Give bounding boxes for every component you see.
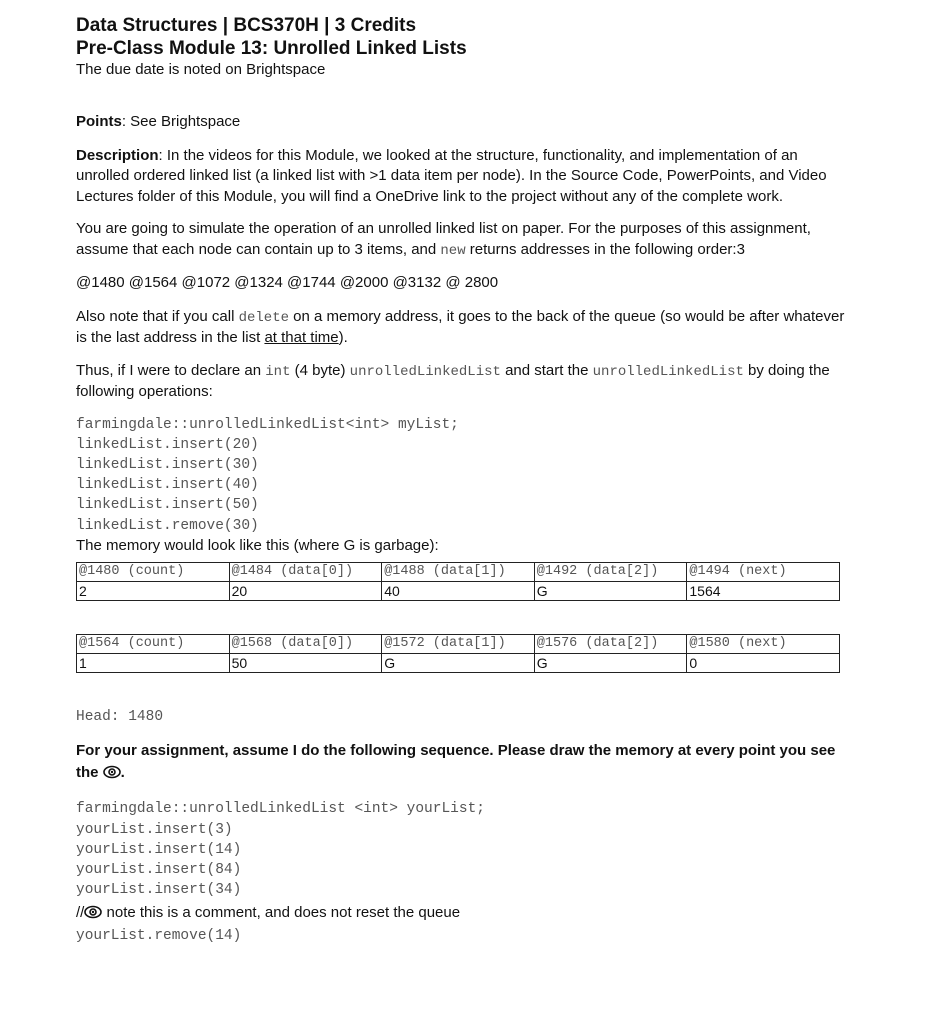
memory-cell-header: @1480 (count) <box>77 563 230 582</box>
module-title: Pre-Class Module 13: Unrolled Linked Lists <box>76 38 467 59</box>
due-note: The due date is noted on Brightspace <box>76 61 326 78</box>
memory-cell-value: G <box>534 654 687 673</box>
eye-icon <box>84 904 102 926</box>
simulate-paragraph <box>76 219 846 261</box>
example-intro-paragraph <box>76 361 846 403</box>
delete-note-text-1: Also note that if you call <box>76 307 239 325</box>
memory-cell-value: 50 <box>229 654 382 673</box>
memory-cell-value: 1 <box>77 654 230 673</box>
head-pointer: Head: 1480 <box>76 709 164 726</box>
memory-cell-value: G <box>534 582 687 601</box>
memory-cell-header: @1572 (data[1]) <box>382 635 535 654</box>
points-label: Points <box>76 113 122 130</box>
memory-cell-value: 0 <box>687 654 840 673</box>
memory-cell-header: @1488 (data[1]) <box>382 563 535 582</box>
memory-cell-header: @1568 (data[0]) <box>229 635 382 654</box>
delete-note-paragraph <box>76 307 846 349</box>
points-text: : See Brightspace <box>121 113 241 130</box>
memory-value-row <box>77 654 840 673</box>
course-title: Data Structures | BCS370H | 3 Credits <box>76 15 417 36</box>
code-line: yourList.insert(84) <box>76 862 242 879</box>
memory-cell-header: @1492 (data[2]) <box>534 563 687 582</box>
example-intro-text-2: (4 byte) <box>290 361 350 379</box>
final-code-line: yourList.remove(14) <box>76 928 242 945</box>
code-line: linkedList.remove(30) <box>76 517 259 534</box>
delete-note-underlined: at that time <box>264 329 339 346</box>
code-line: linkedList.insert(30) <box>76 456 259 473</box>
memory-cell-value: 20 <box>229 582 382 601</box>
memory-cell-value: 40 <box>382 582 535 601</box>
memory-header-row <box>77 635 840 654</box>
memory-table-node-1 <box>76 562 840 601</box>
memory-cell-header: @1484 (data[0]) <box>229 563 382 582</box>
new-keyword: new <box>440 242 466 259</box>
description-paragraph <box>76 146 846 208</box>
int-keyword: int <box>265 363 291 380</box>
your-code-block <box>76 799 846 900</box>
delete-keyword: delete <box>238 309 290 326</box>
delete-note-text-2: on a memory address, it goes to the back of the queue (so would be after whatever is the last address in the list <box>76 307 845 346</box>
memory-caption: The memory would look like this (where G is garbage): <box>76 536 439 554</box>
memory-cell-header: @1564 (count) <box>77 635 230 654</box>
type-keyword-1: unrolledLinkedList <box>349 363 501 380</box>
comment-text: note this is a comment, and does not reset the queue <box>102 904 461 922</box>
assignment-end: . <box>120 764 125 782</box>
memory-cell-header: @1576 (data[2]) <box>534 635 687 654</box>
memory-cell-value: 1564 <box>687 582 840 601</box>
document-page <box>76 14 846 947</box>
code-line: farmingdale::unrolledLinkedList <int> yourList; <box>76 801 485 818</box>
memory-cell-value: 2 <box>77 582 230 601</box>
simulate-text-2: returns addresses in the following order:3 <box>465 240 745 258</box>
memory-cell-header: @1494 (next) <box>687 563 840 582</box>
assignment-text: For your assignment, assume I do the following sequence. Please draw the memory at every point you see the <box>76 742 836 782</box>
memory-table-node-2 <box>76 634 840 673</box>
eye-icon <box>103 764 121 787</box>
comment-prefix: // <box>76 904 85 922</box>
code-line: yourList.insert(14) <box>76 841 242 858</box>
code-line: linkedList.insert(40) <box>76 477 259 494</box>
description-label: Description <box>76 146 159 164</box>
code-line: linkedList.insert(50) <box>76 497 259 514</box>
example-intro-text-3: and start the <box>500 361 593 379</box>
simulate-text-1: You are going to simulate the operation of an unrolled linked list on paper. For the purposes of this assignment, assume that each node can contain up to 3 items, and <box>76 220 811 258</box>
description-text: : In the videos for this Module, we looked at the structure, functionality, and implementation of an unrolled ordered linked list (a linked list with >1 data item per node). In the Source Code, PowerPoints, and Video Lectures folder of this Module, you will find a OneDrive link to the project without any of the complete work. <box>76 146 827 205</box>
assignment-paragraph <box>76 740 846 787</box>
address-order: @1480 @1564 @1072 @1324 @1744 @2000 @3132 @ 2800 <box>76 274 499 291</box>
memory-cell-header: @1580 (next) <box>687 635 840 654</box>
memory-header-row <box>77 563 840 582</box>
code-line: linkedList.insert(20) <box>76 436 259 453</box>
example-intro-text-1: Thus, if I were to declare an <box>76 361 266 379</box>
code-line: yourList.insert(3) <box>76 821 233 838</box>
comment-line <box>76 902 846 926</box>
code-line: yourList.insert(34) <box>76 882 242 899</box>
delete-note-text-3: ). <box>338 329 348 346</box>
type-keyword-2: unrolledLinkedList <box>592 363 744 380</box>
example-code-block <box>76 415 846 536</box>
code-line: farmingdale::unrolledLinkedList<int> myList; <box>76 416 459 433</box>
memory-value-row <box>77 582 840 601</box>
memory-cell-value: G <box>382 654 535 673</box>
example-intro-text-4: by doing the following operations: <box>76 361 830 400</box>
points-line <box>76 112 846 133</box>
